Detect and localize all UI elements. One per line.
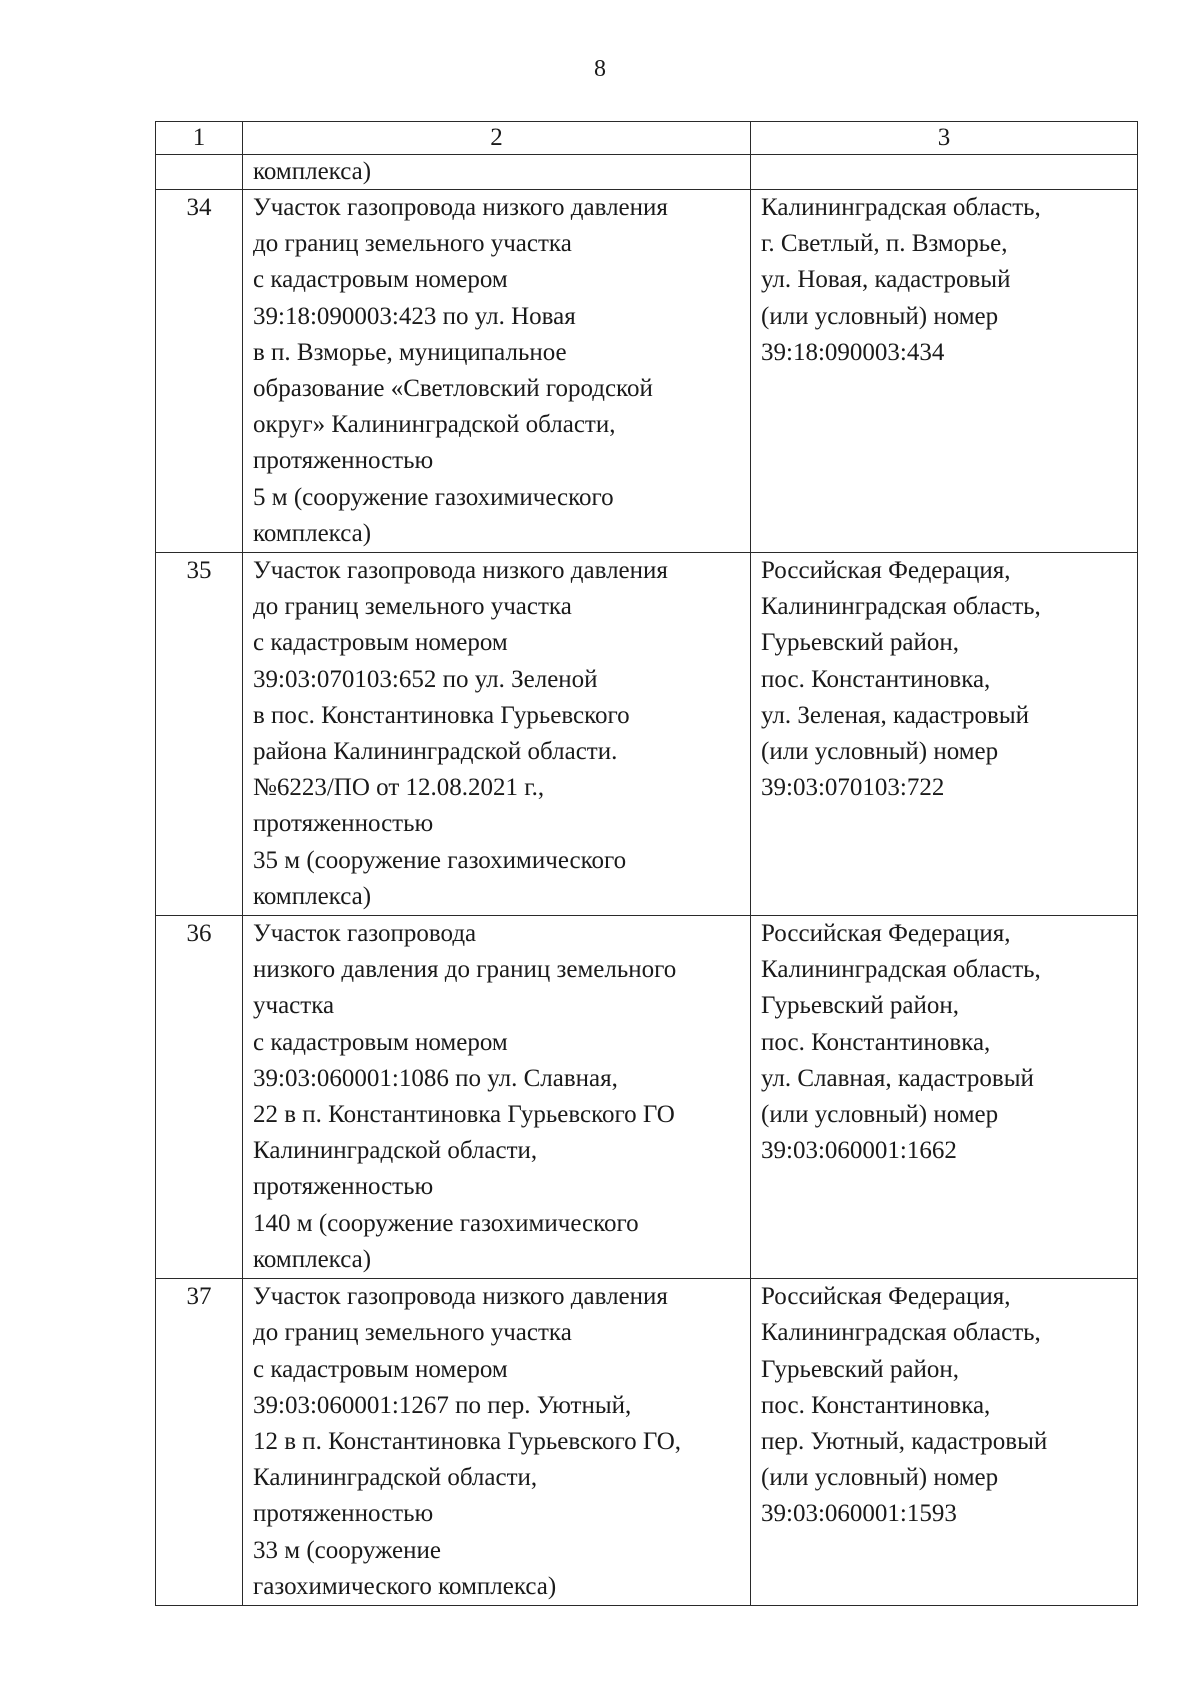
column-header-location: 3 [751, 122, 1138, 155]
table-header-row [156, 122, 1138, 155]
page-number: 8 [594, 56, 606, 82]
column-header-description: 2 [243, 122, 751, 155]
row-location: Российская Федерация, Калининградская область, Гурьевский район, пос. Константиновка, ул. Зеленая, кадастровый (или условный) номер 39:03:070103:722 [751, 553, 1138, 916]
row-location: Российская Федерация, Калининградская область, Гурьевский район, пос. Константиновка, ул. Славная, кадастровый (или условный) номер 39:03:060001:1662 [751, 916, 1138, 1279]
row-description: комплекса) [243, 155, 751, 190]
row-location: Калининградская область, г. Светлый, п. Взморье, ул. Новая, кадастровый (или условный) номер 39:18:090003:434 [751, 190, 1138, 553]
registry-table [155, 121, 1138, 1606]
row-number: 36 [156, 916, 243, 1279]
row-description: Участок газопровода низкого давления до границ земельного участка с кадастровым номером 39:03:070103:652 по ул. Зеленой в пос. Константиновка Гурьевского района Калининградской области. №6223/ПО от 12.08.2021 г., протяженностью 35 м (сооружение газохимического комплекса) [243, 553, 751, 916]
table-row [156, 1279, 1138, 1606]
column-header-number: 1 [156, 122, 243, 155]
row-number [156, 155, 243, 190]
row-description: Участок газопровода низкого давления до границ земельного участка с кадастровым номером 39:03:060001:1267 по пер. Уютный, 12 в п. Константиновка Гурьевского ГО, Калининградской области, протяженностью 33 м (сооружение газохимического комплекса) [243, 1279, 751, 1606]
table-row [156, 553, 1138, 916]
row-location [751, 155, 1138, 190]
table-row [156, 190, 1138, 553]
row-number: 34 [156, 190, 243, 553]
row-location: Российская Федерация, Калининградская область, Гурьевский район, пос. Константиновка, пер. Уютный, кадастровый (или условный) номер 39:03:060001:1593 [751, 1279, 1138, 1606]
table-row [156, 916, 1138, 1279]
row-number: 35 [156, 553, 243, 916]
row-description: Участок газопровода низкого давления до границ земельного участка с кадастровым номером 39:18:090003:423 по ул. Новая в п. Взморье, муниципальное образование «Светловский городской округ» Калининградской области, протяженностью 5 м (сооружение газохимического комплекса) [243, 190, 751, 553]
row-description: Участок газопровода низкого давления до границ земельного участка с кадастровым номером 39:03:060001:1086 по ул. Славная, 22 в п. Константиновка Гурьевского ГО Калининградской области, протяженностью 140 м (сооружение газохимического комплекса) [243, 916, 751, 1279]
row-number: 37 [156, 1279, 243, 1606]
table-row-continuation [156, 155, 1138, 190]
